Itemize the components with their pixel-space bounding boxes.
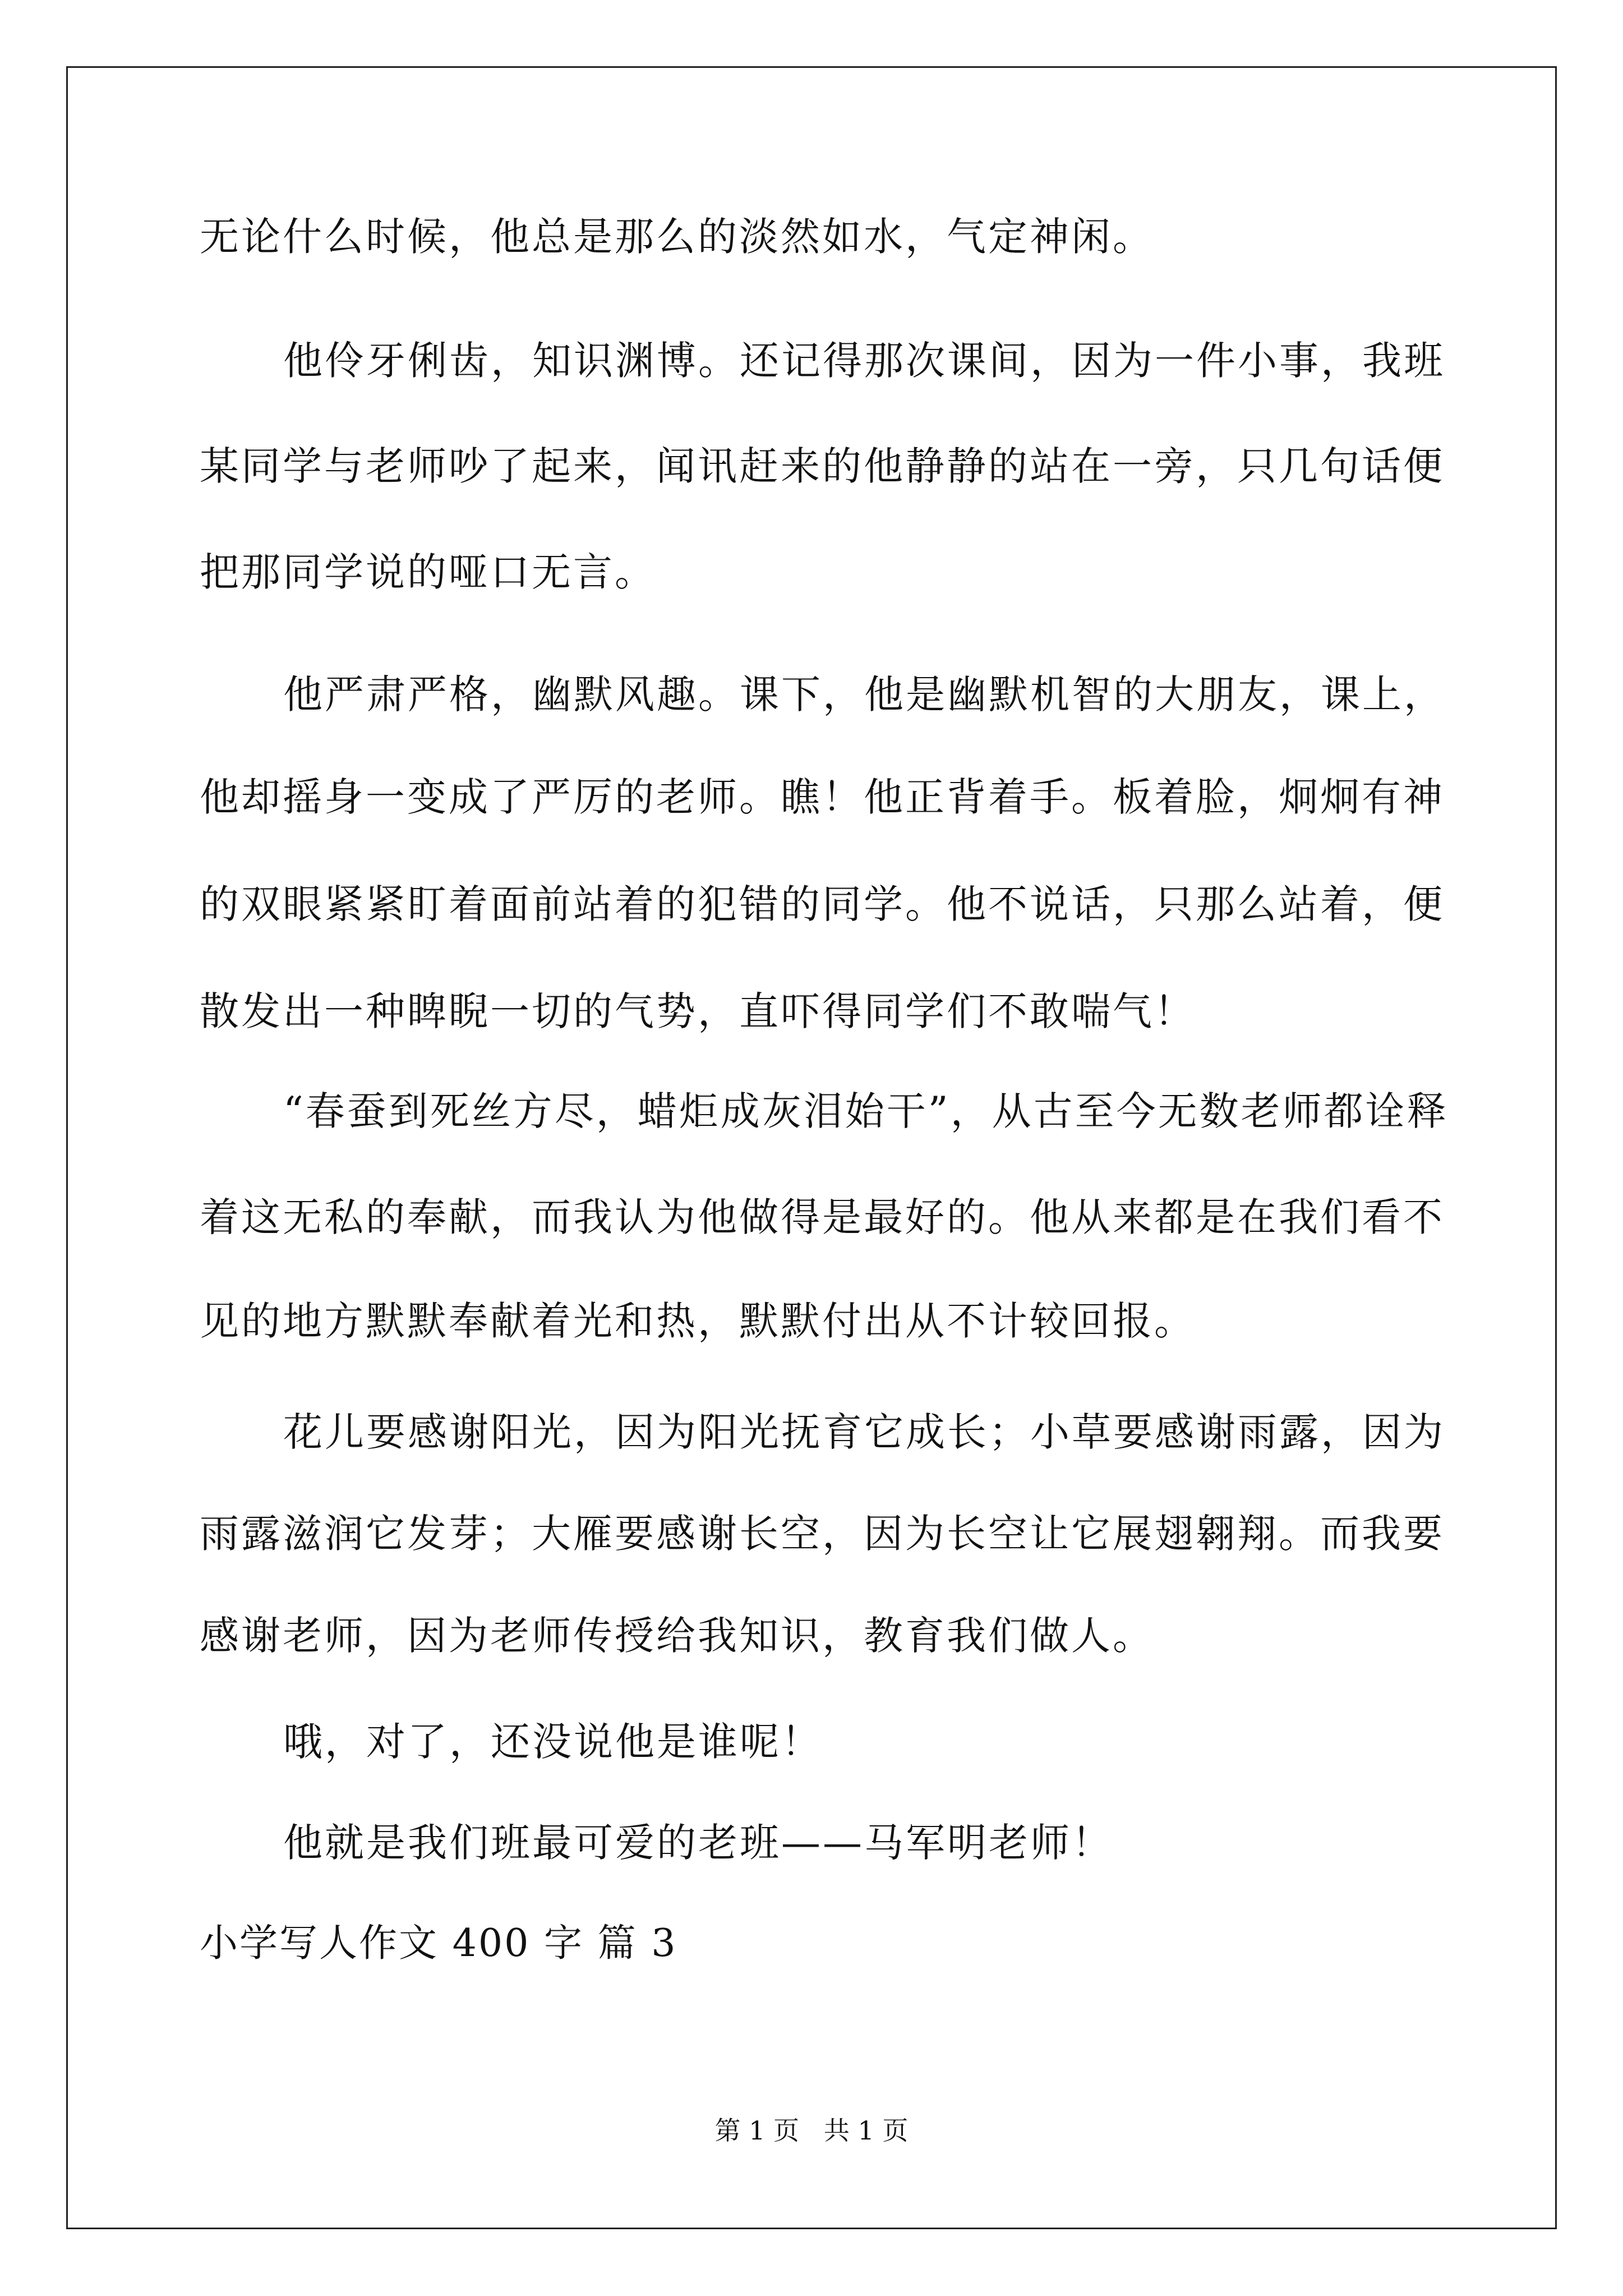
paragraph-line: “春蚕到死丝方尽，蜡炬成灰泪始干”，从古至今无数老师都诠释	[283, 1088, 1449, 1134]
paragraph-line: 散发出一种睥睨一切的气势，直吓得同学们不敢喘气！	[200, 988, 1196, 1034]
paragraph-line: 的双眼紧紧盯着面前站着的犯错的同学。他不说话，只那么站着，便	[200, 881, 1445, 927]
paragraph-line: 无论什么时候，他总是那么的淡然如水，气定神闲。	[200, 214, 1154, 260]
paragraph-line: 花儿要感谢阳光，因为阳光抚育它成长；小草要感谢雨露，因为	[283, 1409, 1445, 1455]
paragraph-line: 他伶牙俐齿，知识渊博。还记得那次课间，因为一件小事，我班	[283, 338, 1445, 384]
page-footer: 第 1 页 共 1 页	[714, 2115, 909, 2146]
section-heading: 小学写人作文 400 字 篇 3	[200, 1921, 677, 1966]
paragraph-line: 感谢老师，因为老师传授给我知识，教育我们做人。	[200, 1613, 1154, 1659]
paragraph-line: 他却摇身一变成了严厉的老师。瞧！他正背着手。板着脸，炯炯有神	[200, 774, 1445, 820]
paragraph-line: 把那同学说的哑口无言。	[200, 549, 656, 595]
paragraph-line: 见的地方默默奉献着光和热，默默付出从不计较回报。	[200, 1298, 1196, 1344]
paragraph-line: 着这无私的奉献，而我认为他做得是最好的。他从来都是在我们看不	[200, 1194, 1445, 1240]
paragraph-line: 雨露滋润它发芽；大雁要感谢长空，因为长空让它展翅翱翔。而我要	[200, 1511, 1445, 1557]
page-border	[66, 66, 1557, 2229]
paragraph-line: 哦，对了，还没说他是谁呢！	[283, 1719, 823, 1765]
paragraph-line: 他严肃严格，幽默风趣。课下，他是幽默机智的大朋友，课上，	[283, 671, 1445, 717]
paragraph-line: 某同学与老师吵了起来，闻讯赶来的他静静的站在一旁，只几句话便	[200, 443, 1445, 489]
paragraph-line: 他就是我们班最可爱的老班——马军明老师！	[283, 1820, 1113, 1866]
